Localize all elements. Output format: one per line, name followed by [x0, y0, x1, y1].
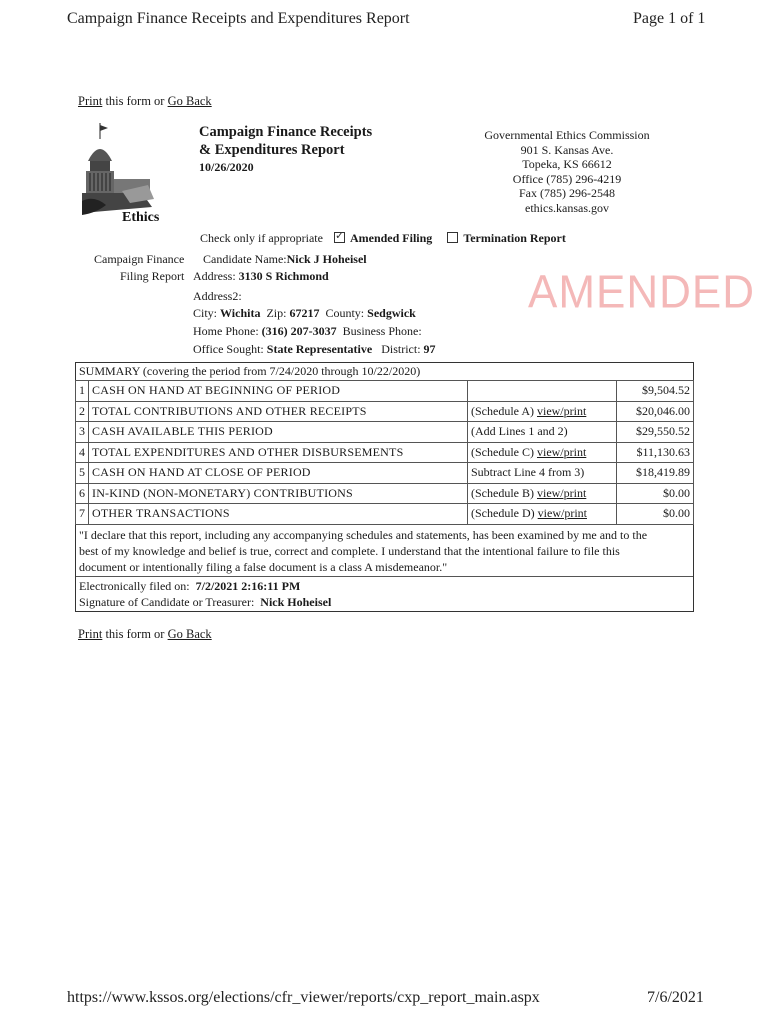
- summary-table: [75, 380, 694, 525]
- commission-name: Governmental Ethics Commission: [484, 128, 650, 142]
- schedule-label: (Add Lines 1 and 2): [471, 424, 568, 439]
- summary-line-number: 7: [76, 504, 89, 525]
- summary-line-amount: $29,550.52: [617, 422, 694, 443]
- summary-line-schedule: [468, 463, 617, 484]
- summary-line-description: TOTAL EXPENDITURES AND OTHER DISBURSEMENTS: [89, 442, 468, 463]
- candidate-address: 3130 S Richmond: [238, 269, 329, 283]
- summary-line-description: TOTAL CONTRIBUTIONS AND OTHER RECEIPTS: [89, 401, 468, 422]
- summary-line-schedule: [468, 381, 617, 402]
- termination-checkbox[interactable]: [447, 232, 458, 243]
- amended-stamp: AMENDED: [528, 266, 756, 319]
- print-form-link-bottom[interactable]: Print: [78, 627, 103, 641]
- signature-row: Signature of Candidate or Treasurer: Nick Hoheisel: [79, 595, 332, 609]
- summary-line-amount: $0.00: [617, 483, 694, 504]
- print-footer-date: 7/6/2021: [647, 989, 704, 1006]
- side-label-1: Campaign Finance: [94, 252, 185, 266]
- schedule-label: Subtract Line 4 from 3): [471, 465, 585, 480]
- summary-line-number: 4: [76, 442, 89, 463]
- summary-line-amount: $11,130.63: [617, 442, 694, 463]
- termination-label: Termination Report: [463, 231, 566, 245]
- summary-line-description: OTHER TRANSACTIONS: [89, 504, 468, 525]
- candidate-name-row: Candidate Name:Nick J Hoheisel: [203, 252, 367, 266]
- view-print-link[interactable]: view/print: [536, 444, 587, 459]
- summary-line-number: 6: [76, 483, 89, 504]
- declaration: "I declare that this report, including any accompanying schedules and statements, has been examined by me and to the best of my knowledge and belief is true, correct and complete. I understand that the intentional failure to file this document or intentionally filing a false document is a class A misdemeanor.": [79, 528, 648, 574]
- summary-line-schedule: [468, 442, 617, 463]
- go-back-link-bottom[interactable]: Go Back: [167, 627, 212, 641]
- signature-value: Nick Hoheisel: [260, 595, 332, 609]
- declaration-divider: [76, 576, 693, 577]
- report-title-2: & Expenditures Report: [199, 142, 345, 158]
- summary-line-description: CASH ON HAND AT BEGINNING OF PERIOD: [89, 381, 468, 402]
- go-back-link[interactable]: Go Back: [167, 94, 212, 108]
- summary-line-description: CASH ON HAND AT CLOSE OF PERIOD: [89, 463, 468, 484]
- schedule-label: (Schedule C): [471, 444, 537, 459]
- view-print-link[interactable]: view/print: [536, 403, 587, 418]
- print-header-title: Campaign Finance Receipts and Expenditures Report: [67, 10, 410, 27]
- candidate-zip: 67217: [289, 306, 320, 320]
- schedule-label: (Schedule B): [471, 485, 537, 500]
- candidate-county: Sedgwick: [367, 306, 416, 320]
- commission-office-phone: Office (785) 296-4219: [512, 171, 622, 186]
- candidate-name: Nick J Hoheisel: [286, 252, 367, 266]
- top-nav: [78, 94, 212, 109]
- candidate-home-phone: (316) 207-3037: [261, 324, 337, 338]
- report-title-1: Campaign Finance Receipts: [199, 124, 373, 140]
- summary-row: [76, 463, 694, 484]
- summary-line-schedule: [468, 401, 617, 422]
- summary-row: [76, 422, 694, 443]
- summary-line-number: 1: [76, 381, 89, 402]
- candidate-office: State Representative: [266, 342, 373, 356]
- summary-row: [76, 381, 694, 402]
- view-print-link[interactable]: view/print: [537, 506, 587, 521]
- summary-row: [76, 504, 694, 525]
- summary-line-amount: $9,504.52: [617, 381, 694, 402]
- summary-line-number: 3: [76, 422, 89, 443]
- summary-line-number: 5: [76, 463, 89, 484]
- summary-line-number: 2: [76, 401, 89, 422]
- ethics-logo: [82, 121, 184, 225]
- filing-type-prompt: Check only if appropriate: [200, 231, 323, 245]
- print-form-link[interactable]: Print: [78, 94, 103, 108]
- address-row: Address: 3130 S Richmond: [193, 269, 329, 283]
- filed-on-value: 7/2/2021 2:16:11 PM: [195, 579, 301, 593]
- office-row: Office Sought: State Representative District: 97: [193, 342, 436, 356]
- summary-row: [76, 401, 694, 422]
- summary-line-amount: $18,419.89: [617, 463, 694, 484]
- summary-line-schedule: [468, 483, 617, 504]
- schedule-label: (Schedule A): [471, 403, 537, 418]
- commission-address: [478, 128, 656, 216]
- amended-label: Amended Filing: [349, 231, 433, 245]
- summary-line-amount: $20,046.00: [617, 401, 694, 422]
- phone-row: Home Phone: (316) 207-3037 Business Phone:: [193, 324, 422, 338]
- bottom-nav: Print this form or Go Back: [78, 627, 212, 641]
- summary-line-description: CASH AVAILABLE THIS PERIOD: [89, 422, 468, 443]
- capitol-dome-icon: [82, 121, 184, 225]
- candidate-district: 97: [423, 342, 436, 356]
- summary-row: [76, 442, 694, 463]
- report-date: 10/26/2020: [199, 160, 254, 174]
- summary-heading: SUMMARY (covering the period from 7/24/2020 through 10/22/2020): [79, 364, 421, 378]
- commission-fax: Fax (785) 296-2548: [519, 186, 615, 201]
- summary-line-amount: $0.00: [617, 504, 694, 525]
- address2-row: Address2:: [193, 289, 242, 303]
- commission-web: ethics.kansas.gov: [525, 200, 609, 215]
- commission-city: Topeka, KS 66612: [522, 157, 612, 172]
- summary-line-schedule: [468, 504, 617, 525]
- print-footer-url: https://www.kssos.org/elections/cfr_viewer/reports/cxp_report_main.aspx: [67, 989, 540, 1006]
- filed-on-row: Electronically filed on: 7/2/2021 2:16:11 PM: [79, 579, 301, 593]
- filing-type-row: [200, 231, 566, 246]
- candidate-city: Wichita: [220, 306, 261, 320]
- schedule-label: (Schedule D): [471, 506, 538, 521]
- summary-row: [76, 483, 694, 504]
- amended-checkbox[interactable]: [334, 232, 345, 243]
- logo-text: Ethics: [122, 210, 160, 225]
- side-label-2: Filing Report: [120, 269, 185, 283]
- city-row: City: Wichita Zip: 67217 County: Sedgwick: [193, 306, 416, 320]
- nav-middle-text: this form or: [102, 94, 168, 108]
- commission-street: 901 S. Kansas Ave.: [520, 142, 614, 157]
- view-print-link[interactable]: view/print: [536, 485, 587, 500]
- summary-line-description: IN-KIND (NON-MONETARY) CONTRIBUTIONS: [89, 483, 468, 504]
- summary-line-schedule: [468, 422, 617, 443]
- print-page-label: Page 1 of 1: [633, 10, 706, 27]
